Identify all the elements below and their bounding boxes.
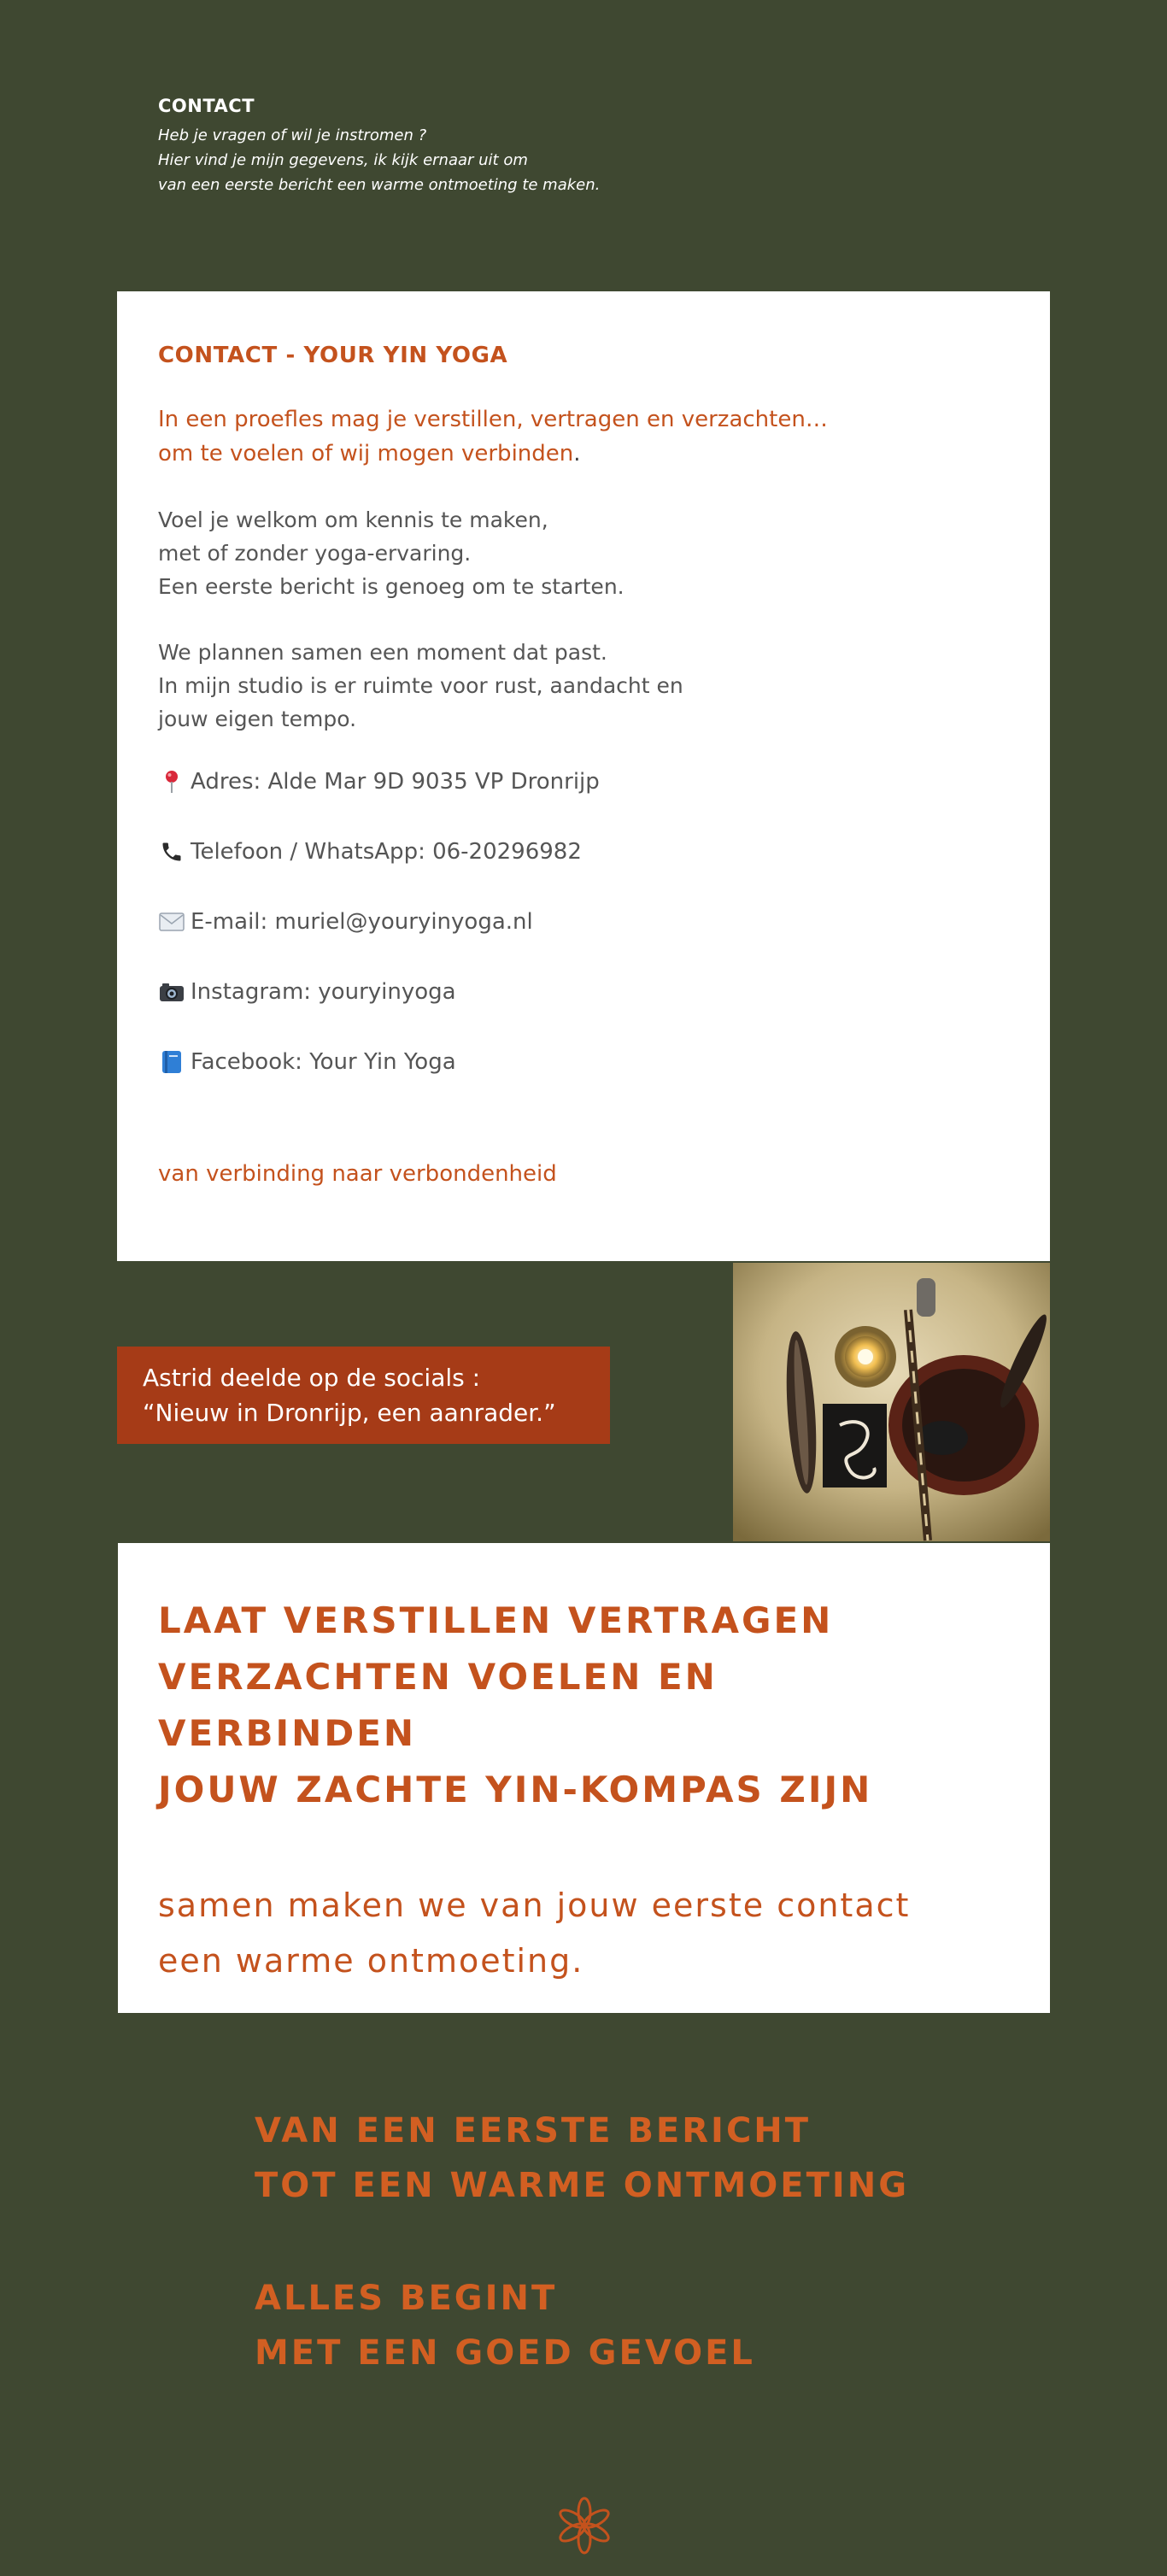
phone-text[interactable]: Telefoon / WhatsApp: 06-20296982 [191, 839, 582, 865]
email-text[interactable]: E-mail: muriel@youryinyoga.nl [191, 909, 533, 935]
address-text: Adres: Alde Mar 9D 9035 VP Dronrijp [191, 769, 600, 795]
slogan-line: TOT EEN WARME ONTMOETING [255, 2166, 910, 2205]
slogan-line: VAN EEN EERSTE BERICHT [255, 2111, 812, 2151]
quote-line: Astrid deelde op de socials : [143, 1364, 481, 1392]
contact-info-list [158, 765, 1012, 1079]
intro-line: Hier vind je mijn gegevens, ik kijk ernaar uit om [158, 151, 528, 169]
paragraph-line: met of zonder yoga-ervaring. [158, 541, 472, 566]
phone-item[interactable] [158, 835, 1012, 869]
quote-line: “Nieuw in Dronrijp, een aanrader.” [143, 1399, 556, 1427]
paragraph-line: jouw eigen tempo. [158, 707, 357, 731]
slogan-line: ALLES BEGINT [255, 2279, 558, 2318]
testimonial-quote [117, 1347, 610, 1444]
feature-subtext [158, 1878, 1029, 1989]
contact-lead-line [158, 437, 1012, 471]
envelope-icon [158, 912, 185, 931]
book-icon [158, 1050, 185, 1074]
instagram-item[interactable] [158, 975, 1012, 1009]
feature-heading [158, 1593, 1012, 1818]
paragraph-line: Een eerste bericht is genoeg om te starten. [158, 574, 625, 599]
contact-lead [158, 402, 1012, 471]
address-item [158, 765, 1012, 799]
facebook-text[interactable]: Facebook: Your Yin Yoga [191, 1049, 456, 1075]
contact-tagline: van verbinding naar verbondenheid [158, 1161, 557, 1187]
planning-paragraph [158, 636, 1012, 736]
contact-lead-period: . [573, 441, 581, 466]
contact-lead-line: In een proefles mag je verstillen, vertragen en verzachten… [158, 407, 828, 432]
contact-title: CONTACT - YOUR YIN YOGA [158, 343, 508, 368]
feature-card [118, 1543, 1050, 2013]
flower-logo-icon [555, 2497, 613, 2555]
contact-lead-text: om te voelen of wij mogen verbinden [158, 441, 574, 466]
welcome-paragraph [158, 503, 1012, 603]
heading-line: VERBINDEN [158, 1712, 417, 1754]
intro-line: Heb je vragen of wil je instromen ? [158, 126, 427, 144]
intro-section [158, 96, 756, 197]
facebook-item[interactable] [158, 1045, 1012, 1079]
contact-card [117, 291, 1050, 1261]
paragraph-line: Voel je welkom om kennis te maken, [158, 508, 548, 532]
heading-line: VERZACHTEN VOELEN EN [158, 1656, 718, 1698]
subtext-line: een warme ontmoeting. [158, 1942, 584, 1980]
phone-icon [158, 840, 185, 864]
paragraph-line: In mijn studio is er ruimte voor rust, aandacht en [158, 673, 683, 698]
heading-line: JOUW ZACHTE YIN-KOMPAS ZIJN [158, 1769, 873, 1810]
slogan-line: MET EEN GOED GEVOEL [255, 2333, 755, 2373]
email-item[interactable] [158, 905, 1012, 939]
instagram-text[interactable]: Instagram: youryinyoga [191, 979, 456, 1005]
subtext-line: samen maken we van jouw eerste contact [158, 1887, 911, 1924]
intro-line: van een eerste bericht een warme ontmoeting te maken. [158, 176, 601, 194]
paragraph-line: We plannen samen een moment dat past. [158, 640, 607, 665]
heading-line: LAAT VERSTILLEN VERTRAGEN [158, 1599, 834, 1641]
closing-slogan [255, 2104, 1023, 2380]
camera-icon [158, 982, 185, 1002]
pin-icon [158, 770, 185, 794]
ritual-photo [733, 1263, 1050, 1541]
intro-title: CONTACT [158, 96, 255, 116]
